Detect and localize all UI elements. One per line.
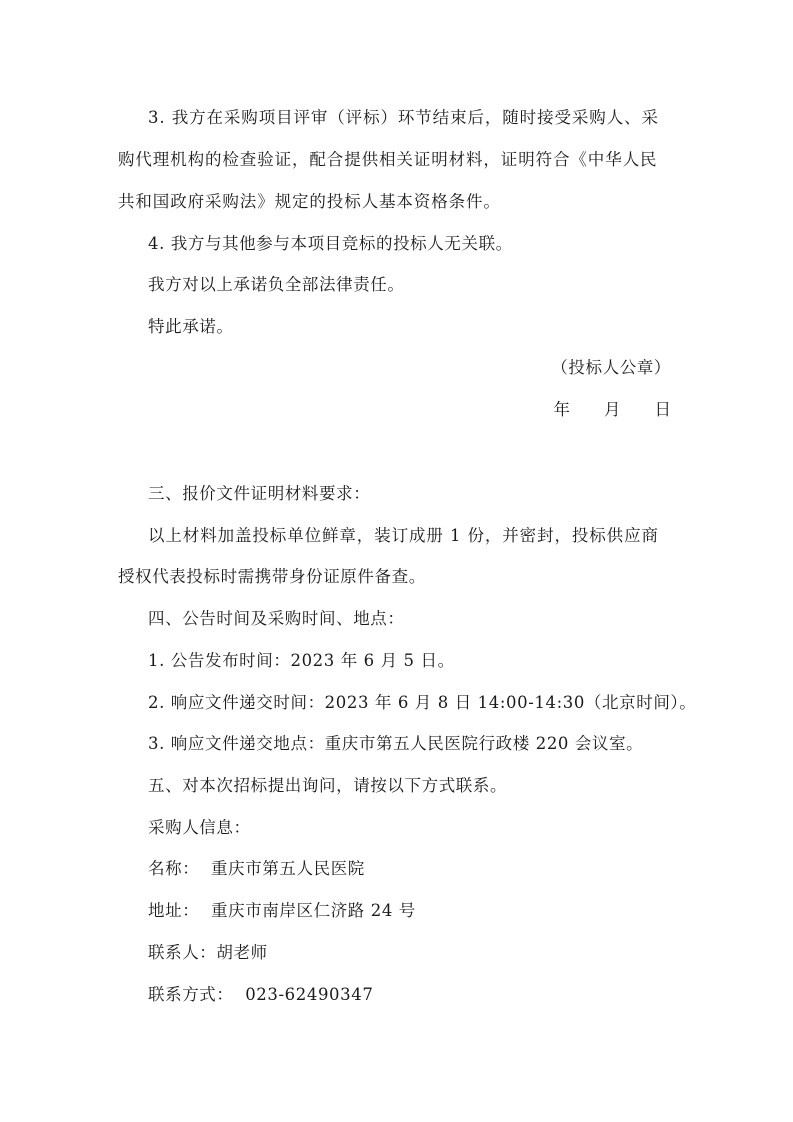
commitment-liability: 我方对以上承诺负全部法律责任。 xyxy=(148,275,405,294)
purchaser-phone: 联系方式： 023-62490347 xyxy=(148,985,374,1004)
purchaser-address: 地址： 重庆市南岸区仁济路 24 号 xyxy=(148,901,416,920)
section4-item2: 2. 响应文件递交时间：2023 年 6 月 8 日 14:00-14:30（北京时间）。 xyxy=(148,693,697,712)
signature-date xyxy=(554,400,672,420)
date-month-label: 月 xyxy=(604,400,621,419)
section3-heading: 三、报价文件证明材料要求： xyxy=(148,484,371,503)
section5-heading: 五、对本次招标提出询问，请按以下方式联系。 xyxy=(148,776,508,795)
purchaser-contact: 联系人：胡老师 xyxy=(148,943,268,962)
section4-heading: 四、公告时间及采购时间、地点： xyxy=(148,609,405,628)
commitment-item3-line1: 3. 我方在采购项目评审（评标）环节结束后，随时接受采购人、采 xyxy=(148,108,659,127)
purchaser-name: 名称： 重庆市第五人民医院 xyxy=(148,859,365,878)
commitment-item4: 4. 我方与其他参与本项目竞标的投标人无关联。 xyxy=(148,234,513,253)
section4-item3: 3. 响应文件递交地点：重庆市第五人民医院行政楼 220 会议室。 xyxy=(148,734,644,753)
commitment-item3-line3: 共和国政府采购法》规定的投标人基本资格条件。 xyxy=(118,192,501,211)
bidder-seal-label: （投标人公章） xyxy=(551,358,671,377)
section4-item1: 1. 公告发布时间：2023 年 6 月 5 日。 xyxy=(148,651,455,670)
date-day-label: 日 xyxy=(654,400,671,419)
commitment-closing: 特此承诺。 xyxy=(148,317,234,336)
section3-body-line2: 授权代表投标时需携带身份证原件备查。 xyxy=(118,567,426,586)
commitment-item3-line2: 购代理机构的检查验证，配合提供相关证明材料，证明符合《中华人民 xyxy=(118,150,658,169)
purchaser-info-label: 采购人信息： xyxy=(148,818,251,837)
date-year-label: 年 xyxy=(553,400,570,419)
section3-body-line1: 以上材料加盖投标单位鲜章，装订成册 1 份，并密封，投标供应商 xyxy=(148,526,659,545)
